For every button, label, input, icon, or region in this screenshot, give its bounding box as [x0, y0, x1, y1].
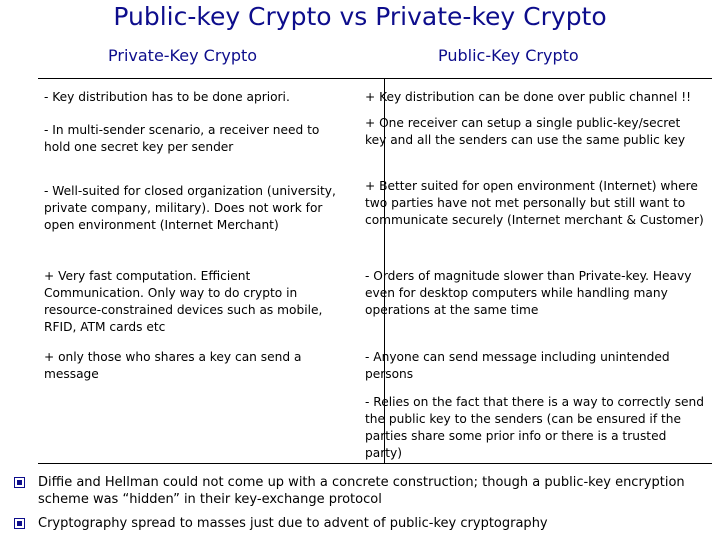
- row-5-public-cell: - Anyone can send message including unintended persons: [365, 350, 670, 381]
- bullet-text: Cryptography spread to masses just due to advent of public-key cryptography: [38, 516, 548, 531]
- column-header-private-key: Private-Key Crypto: [108, 46, 258, 65]
- row-3-public-cell: + Better suited for open environment (Internet) where two parties have not met personally but still want to communicate securely (Internet merchant & Customer): [365, 179, 704, 227]
- comparison-table: [38, 78, 712, 464]
- slide-title: Public-key Crypto vs Private-key Crypto: [113, 2, 607, 31]
- row-4-public-cell: - Orders of magnitude slower than Private-key. Heavy even for desktop computers while handling many operations at the same time: [365, 269, 692, 317]
- square-bullet-icon: [14, 518, 25, 529]
- row-5-private-cell: + only those who shares a key can send a message: [44, 350, 302, 381]
- row-2-public-cell: + One receiver can setup a single public-key/secret key and all the senders can use the same public key: [365, 116, 686, 147]
- column-header-public-key: Public-Key Crypto: [438, 46, 579, 65]
- row-3-private-cell: - Well-suited for closed organization (university, private company, military). Does not work for open environment (Internet Merchant): [44, 184, 336, 232]
- row-1-private-cell: - Key distribution has to be done apriori.: [44, 90, 290, 104]
- row-2-private-cell: - In multi-sender scenario, a receiver need to hold one secret key per sender: [44, 123, 320, 154]
- bullet-text: Diffie and Hellman could not come up with a concrete construction; though a public-key encryption scheme was “hidden” in their key-exchange protocol: [38, 475, 685, 507]
- row-6-public-cell: - Relies on the fact that there is a way to correctly send the public key to the senders (can be ensured if the parties share some prior info or there is a trusted party): [365, 395, 705, 460]
- square-bullet-icon: [14, 477, 25, 488]
- row-1-public-cell: + Key distribution can be done over public channel !!: [365, 90, 692, 104]
- row-4-private-cell: + Very fast computation. Efficient Communication. Only way to do crypto in resource-constrained devices such as mobile, RFID, ATM cards etc: [44, 269, 323, 334]
